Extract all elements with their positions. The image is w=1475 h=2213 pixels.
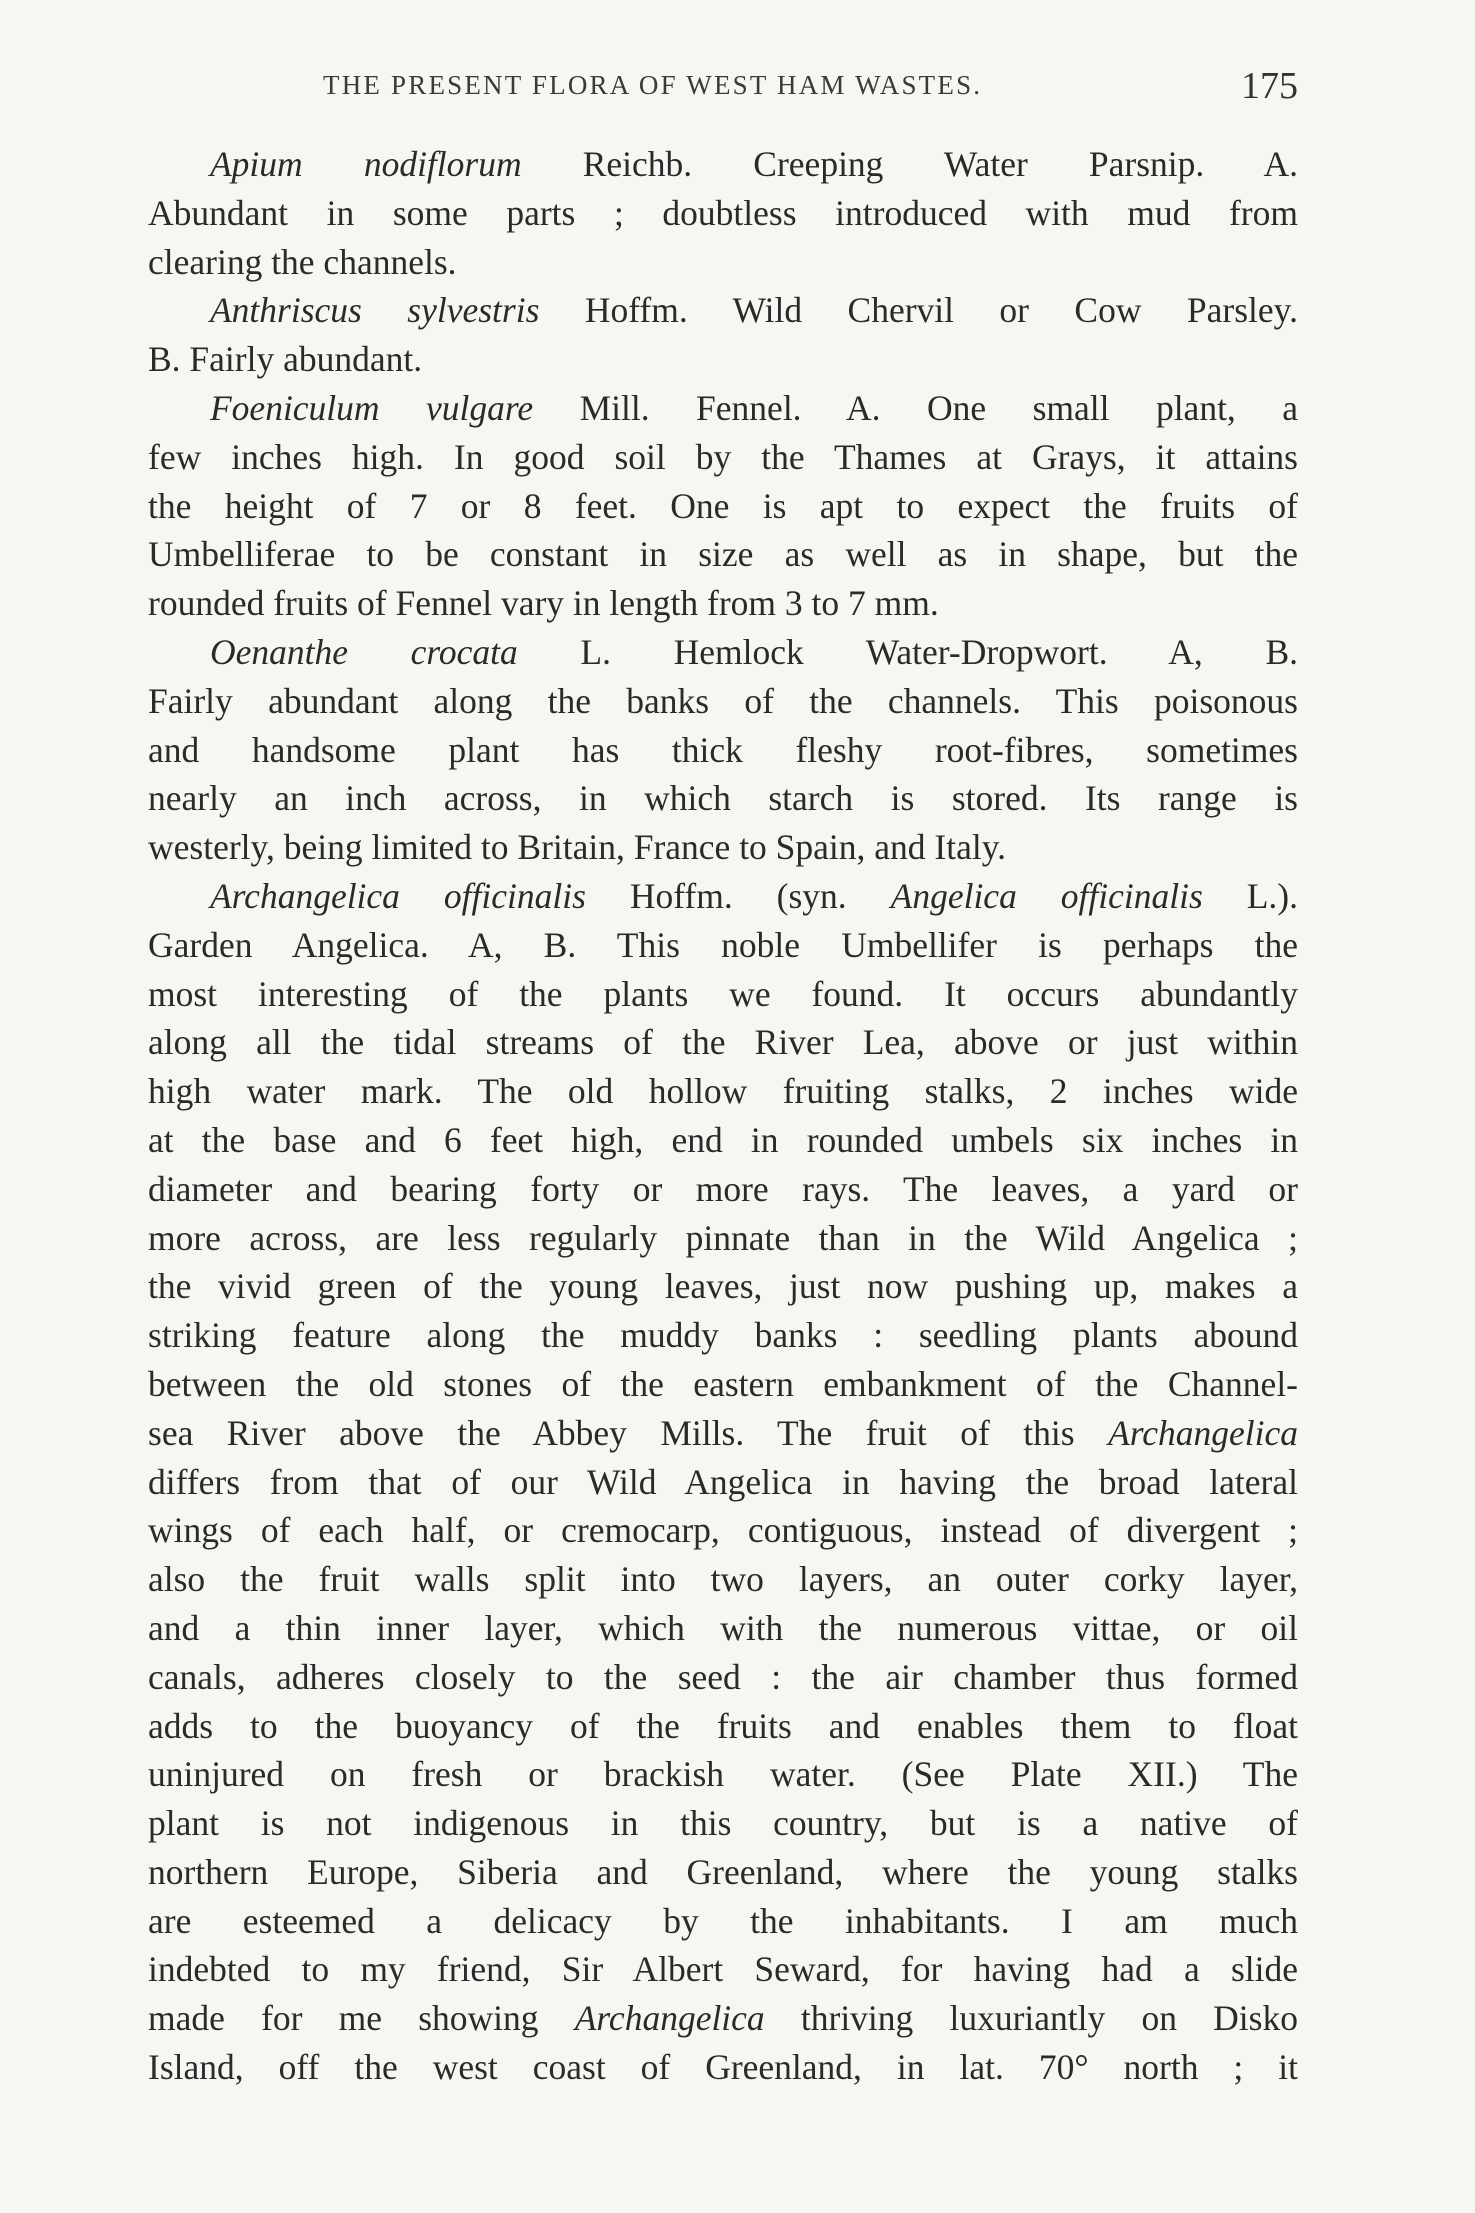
text-line	[148, 1506, 1298, 1555]
text-line	[148, 1409, 1298, 1458]
text-line	[148, 1702, 1298, 1751]
italic-species-name: Anthriscus sylvestris	[210, 290, 540, 331]
text-line	[148, 1214, 1298, 1263]
text-line	[148, 921, 1298, 970]
text-run: indebted to my friend, Sir Albert Seward, for having had a slide	[148, 1949, 1298, 1990]
text-line	[148, 970, 1298, 1019]
italic-species-name: Oenanthe crocata	[210, 631, 518, 672]
text-line	[148, 1653, 1298, 1702]
text-run: the height of 7 or 8 feet. One is apt to expect the fruits of	[148, 485, 1298, 526]
text-run: Fairly abundant along the banks of the channels. This poisonous	[148, 680, 1298, 721]
text-run: are esteemed a delicacy by the inhabitants. I am much	[148, 1900, 1298, 1941]
text-run: adds to the buoyancy of the fruits and enables them to float	[148, 1705, 1298, 1746]
text-run: the vivid green of the young leaves, just now pushing up, makes a	[148, 1266, 1298, 1307]
text-run: Hoffm. (syn.	[585, 875, 891, 916]
text-line	[148, 335, 1298, 384]
text-run: westerly, being limited to Britain, France to Spain, and Italy.	[148, 827, 1007, 868]
text-run: high water mark. The old hollow fruiting stalks, 2 inches wide	[148, 1071, 1298, 1112]
text-line	[148, 140, 1298, 189]
page-header	[148, 64, 1298, 120]
text-line	[148, 1897, 1298, 1946]
text-run: L. Hemlock Water-Dropwort. A, B.	[517, 631, 1299, 672]
text-line	[148, 1848, 1298, 1897]
text-run: Hoffm. Wild Chervil or Cow Parsley.	[539, 290, 1298, 331]
text-run: Umbelliferae to be constant in size as well as in shape, but the	[148, 534, 1298, 575]
text-line	[148, 1262, 1298, 1311]
text-line	[148, 726, 1298, 775]
text-line	[148, 482, 1298, 531]
text-line	[148, 1750, 1298, 1799]
body-text	[148, 140, 1298, 2092]
text-line	[148, 677, 1298, 726]
italic-species-name: Archangelica	[574, 1998, 765, 2039]
text-line	[148, 1994, 1298, 2043]
text-line	[148, 628, 1298, 677]
text-run: Mill. Fennel. A. One small plant, a	[533, 387, 1299, 428]
text-run: at the base and 6 feet high, end in rounded umbels six inches in	[148, 1119, 1298, 1160]
text-line	[148, 579, 1298, 628]
text-line	[148, 1116, 1298, 1165]
text-run: and handsome plant has thick fleshy root-fibres, sometimes	[148, 729, 1298, 770]
text-run: L.).	[1202, 875, 1298, 916]
text-run: striking feature along the muddy banks : seedling plants abound	[148, 1315, 1298, 1356]
text-line	[148, 189, 1298, 238]
text-line	[148, 286, 1298, 335]
text-run: nearly an inch across, in which starch is stored. Its range is	[148, 778, 1298, 819]
text-run: most interesting of the plants we found. It occurs abundantly	[148, 973, 1298, 1014]
text-line	[148, 774, 1298, 823]
page-number: 175	[1241, 65, 1298, 107]
italic-species-name: Apium nodiflorum	[210, 144, 522, 184]
text-run: Reichb. Creeping Water Parsnip. A.	[521, 144, 1298, 184]
running-head: THE PRESENT FLORA OF WEST HAM WASTES.	[323, 70, 983, 100]
text-line	[148, 238, 1298, 287]
text-line	[148, 2043, 1298, 2092]
text-line	[148, 1360, 1298, 1409]
text-line	[148, 384, 1298, 433]
text-line	[148, 823, 1298, 872]
text-run: rounded fruits of Fennel vary in length from 3 to 7 mm.	[148, 583, 939, 624]
text-run: plant is not indigenous in this country, but is a native of	[148, 1803, 1298, 1844]
text-line	[148, 1067, 1298, 1116]
text-run: Abundant in some parts ; doubtless introduced with mud from	[148, 192, 1298, 233]
text-line	[148, 872, 1298, 921]
text-run: along all the tidal streams of the River Lea, above or just within	[148, 1022, 1298, 1063]
text-line	[148, 433, 1298, 482]
text-run: canals, adheres closely to the seed : the air chamber thus formed	[148, 1656, 1298, 1697]
text-line	[148, 1311, 1298, 1360]
text-run: diameter and bearing forty or more rays. The leaves, a yard or	[148, 1168, 1298, 1209]
text-line	[148, 1165, 1298, 1214]
text-run: clearing the channels.	[148, 241, 457, 282]
text-line	[148, 1555, 1298, 1604]
text-line	[148, 530, 1298, 579]
text-run: few inches high. In good soil by the Thames at Grays, it attains	[148, 436, 1298, 477]
italic-species-name: Angelica officinalis	[890, 875, 1203, 916]
text-run: differs from that of our Wild Angelica in having the broad lateral	[148, 1461, 1298, 1502]
text-run: wings of each half, or cremocarp, contiguous, instead of divergent ;	[148, 1510, 1298, 1551]
italic-species-name: Archangelica officinalis	[210, 875, 586, 916]
text-run: and a thin inner layer, which with the numerous vittae, or oil	[148, 1607, 1298, 1648]
text-run: between the old stones of the eastern embankment of the Channel-	[148, 1363, 1298, 1404]
text-line	[148, 1604, 1298, 1653]
text-run: Garden Angelica. A, B. This noble Umbellifer is perhaps the	[148, 924, 1298, 965]
italic-species-name: Archangelica	[1108, 1412, 1298, 1453]
text-line	[148, 1945, 1298, 1994]
text-run: uninjured on fresh or brackish water. (See Plate XII.) The	[148, 1754, 1298, 1795]
text-line	[148, 1799, 1298, 1848]
italic-species-name: Foeniculum vulgare	[210, 387, 534, 428]
text-run: thriving luxuriantly on Disko	[764, 1998, 1298, 2039]
text-run: more across, are less regularly pinnate than in the Wild Angelica ;	[148, 1217, 1298, 1258]
text-run: sea River above the Abbey Mills. The fruit of this	[148, 1412, 1109, 1453]
text-line	[148, 1018, 1298, 1067]
text-run: Island, off the west coast of Greenland, in lat. 70° north ; it	[148, 2047, 1298, 2088]
text-run: B. Fairly abundant.	[148, 339, 423, 380]
text-run: made for me showing	[148, 1998, 575, 2039]
text-run: northern Europe, Siberia and Greenland, where the young stalks	[148, 1851, 1298, 1892]
text-run: also the fruit walls split into two layers, an outer corky layer,	[148, 1559, 1298, 1600]
text-line	[148, 1458, 1298, 1507]
